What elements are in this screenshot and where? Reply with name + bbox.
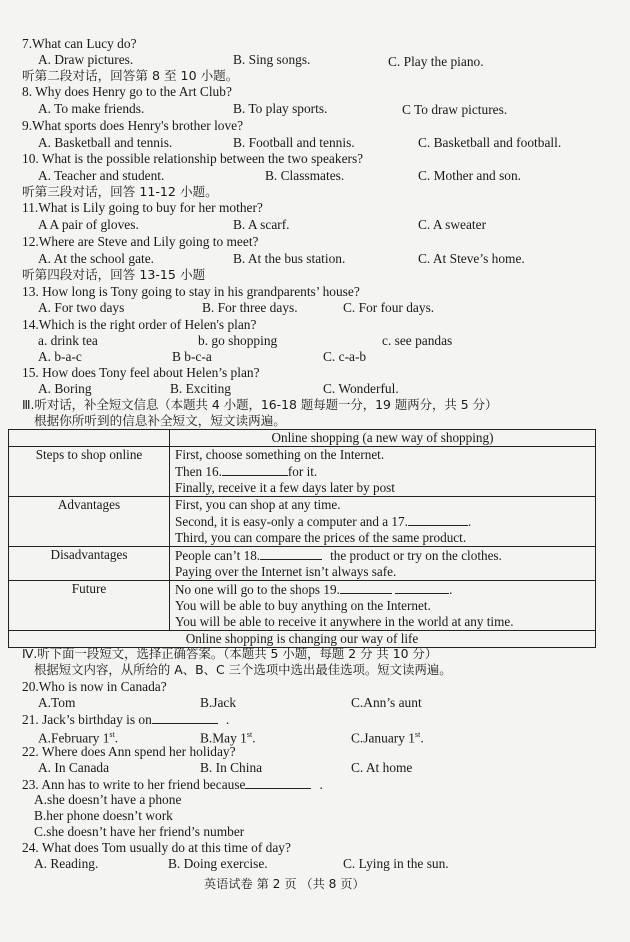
- q21-a-text: A.February 1: [38, 730, 110, 746]
- section-3-instruction: 听第三段对话，回答 11-12 小题。: [22, 184, 218, 199]
- question-12: 12.Where are Steve and Lily going to meet?: [22, 234, 259, 249]
- table-row: [9, 497, 596, 547]
- q12-option-c: C. At Steve’s home.: [418, 251, 525, 266]
- online-shopping-table: [8, 429, 596, 648]
- q23-option-c: C.she doesn’t have her friend’s number: [34, 824, 245, 839]
- q23-blank[interactable]: [245, 776, 311, 789]
- q21-c-text: C.January 1: [351, 730, 415, 746]
- adv-line-3: Third, you can compare the prices of the same product.: [175, 530, 467, 545]
- q23-option-a: A.she doesn’t have a phone: [34, 792, 182, 807]
- q23-text: 23. Ann has to write to her friend because: [22, 777, 246, 792]
- question-9: 9.What sports does Henry's brother love?: [22, 118, 244, 133]
- steps-line-3: Finally, receive it a few days later by post: [175, 480, 395, 495]
- dis-line-2: Paying over the Internet isn’t always safe.: [175, 564, 397, 579]
- row-content-steps: [170, 447, 596, 497]
- q20-option-c: C.Ann’s aunt: [351, 695, 422, 710]
- blank-19a[interactable]: [340, 581, 392, 594]
- dis-line-1-end: the product or try on the clothes.: [330, 548, 502, 563]
- fut-line-1-end: .: [449, 582, 453, 597]
- question-20: 20.Who is now in Canada?: [22, 679, 167, 694]
- row-label-future: Future: [9, 581, 170, 631]
- question-10: 10. What is the possible relationship between the two speakers?: [22, 151, 364, 166]
- q14-item-c: c. see pandas: [382, 333, 453, 348]
- table-row: [9, 447, 596, 497]
- question-8: 8. Why does Henry go to the Art Club?: [22, 84, 232, 99]
- fut-line-1: [175, 581, 590, 598]
- table-footer: Online shopping is changing our way of life: [9, 631, 596, 648]
- q15-option-a: A. Boring: [38, 381, 92, 396]
- table-row: [9, 581, 596, 631]
- steps-line-1: First, choose something on the Internet.: [175, 447, 385, 462]
- q23-option-b: B.her phone doesn’t work: [34, 808, 173, 823]
- q21-text: 21. Jack’s birthday is on: [22, 712, 152, 727]
- q9-option-a: A. Basketball and tennis.: [38, 135, 173, 150]
- q10-option-c: C. Mother and son.: [418, 168, 522, 183]
- q15-option-b: B. Exciting: [170, 381, 231, 396]
- blank-18-label: People can’t 18.: [175, 548, 261, 563]
- question-14: 14.Which is the right order of Helen's plan?: [22, 317, 257, 332]
- q13-option-c: C. For four days.: [343, 300, 435, 315]
- part-4-instruction: 根据短文内容，从所给的 A、B、C 三个选项中选出最佳选项。短文读两遍。: [34, 662, 452, 677]
- row-label-advantages: Advantages: [9, 497, 170, 547]
- q9-option-c: C. Basketball and football.: [418, 135, 562, 150]
- adv-line-1: First, you can shop at any time.: [175, 497, 341, 512]
- q11-option-b: B. A scarf.: [233, 217, 290, 232]
- q9-option-b: B. Football and tennis.: [233, 135, 355, 150]
- q21-end: .: [225, 712, 230, 727]
- q22-option-b: B. In China: [200, 760, 263, 775]
- row-content-future: [170, 581, 596, 631]
- section-4-instruction: 听第四段对话，回答 13-15 小题: [22, 267, 206, 282]
- q24-option-a: A. Reading.: [34, 856, 99, 871]
- q21-b-sup: st: [246, 730, 253, 739]
- q8-option-a: A. To make friends.: [38, 101, 145, 116]
- q14-item-a: a. drink tea: [38, 333, 98, 348]
- steps-line-2: [175, 463, 590, 480]
- question-22: 22. Where does Ann spend her holiday?: [22, 744, 236, 759]
- row-content-advantages: [170, 497, 596, 547]
- q21-b-dot: .: [252, 730, 256, 746]
- row-content-disadvantages: [170, 547, 596, 581]
- table-header: Online shopping (a new way of shopping): [170, 430, 596, 447]
- q23-end: .: [319, 777, 323, 792]
- table-row: [9, 547, 596, 581]
- q24-option-c: C. Lying in the sun.: [343, 856, 449, 871]
- q11-option-c: C. A sweater: [418, 217, 487, 232]
- q8-option-c: C To draw pictures.: [402, 102, 508, 117]
- blank-19-label: No one will go to the shops 19.: [175, 582, 340, 597]
- q21-blank[interactable]: [152, 711, 218, 724]
- blank-16[interactable]: [222, 463, 288, 476]
- dis-line-1: [175, 547, 590, 564]
- q20-option-a: A.Tom: [38, 695, 76, 710]
- steps-line-2-end: for it.: [287, 464, 318, 479]
- adv-line-2-end: .: [467, 514, 472, 529]
- part-4-title: Ⅳ.听下面一段短文，选择正确答案。（本题共 5 小题，每题 2 分 共 10 分）: [22, 646, 438, 661]
- adv-line-2: [175, 513, 590, 530]
- question-13: 13. How long is Tony going to stay in his grandparents’ house?: [22, 284, 360, 299]
- question-21: [22, 711, 229, 728]
- q7-option-c: C. Play the piano.: [388, 54, 484, 69]
- page-footer: 英语试卷 第 2 页 （共 8 页）: [204, 877, 365, 891]
- q14-option-c: C. c-a-b: [323, 349, 367, 364]
- question-11: 11.What is Lily going to buy for her mother?: [22, 200, 263, 215]
- table-corner: [9, 430, 170, 447]
- q20-option-b: B.Jack: [200, 695, 237, 710]
- q22-option-a: A. In Canada: [38, 760, 110, 775]
- q13-option-b: B. For three days.: [202, 300, 298, 315]
- q10-option-a: A. Teacher and student.: [38, 168, 165, 183]
- q21-option-c: [351, 727, 424, 746]
- section-2-instruction: 听第二段对话，回答第 8 至 10 小题。: [22, 68, 239, 83]
- fut-line-2: You will be able to buy anything on the Internet.: [175, 598, 431, 613]
- q12-option-b: B. At the bus station.: [233, 251, 346, 266]
- blank-19b[interactable]: [395, 581, 449, 594]
- q7-option-b: B. Sing songs.: [233, 52, 311, 67]
- q8-option-b: B. To play sports.: [233, 101, 328, 116]
- blank-17-label: Second, it is easy-only a computer and a 17.: [175, 514, 408, 529]
- blank-16-label: Then 16.: [175, 464, 222, 479]
- blank-18[interactable]: [260, 547, 322, 560]
- q21-a-dot: .: [114, 730, 119, 746]
- q12-option-a: A. At the school gate.: [38, 251, 155, 266]
- fut-line-3: You will be able to receive it anywhere in the world at any time.: [175, 614, 514, 629]
- q21-c-sup: st: [414, 730, 421, 739]
- q7-option-a: A. Draw pictures.: [38, 52, 134, 67]
- q10-option-b: B. Classmates.: [265, 168, 345, 183]
- row-label-disadvantages: Disadvantages: [9, 547, 170, 581]
- q14-option-a: A. b-a-c: [38, 349, 82, 364]
- q11-option-a: A A pair of gloves.: [38, 217, 139, 232]
- q13-option-a: A. For two days: [38, 300, 125, 315]
- q21-a-sup: st: [109, 730, 115, 739]
- q21-b-text: B.May 1: [200, 730, 247, 746]
- part-3-instruction: 根据你所听到的信息补全短文，短文读两遍。: [34, 413, 286, 428]
- q14-item-b: b. go shopping: [198, 333, 278, 348]
- part-3-title: Ⅲ.听对话，补全短文信息（本题共 4 小题，16-18 题每题一分，19 题两分，共 5 分）: [22, 397, 498, 412]
- q15-option-c: C. Wonderful.: [323, 381, 399, 396]
- question-7: 7.What can Lucy do?: [22, 36, 137, 51]
- question-15: 15. How does Tony feel about Helen’s plan?: [22, 365, 260, 380]
- q21-c-dot: .: [420, 730, 424, 746]
- q24-option-b: B. Doing exercise.: [168, 856, 268, 871]
- q22-option-c: C. At home: [351, 760, 413, 775]
- blank-17[interactable]: [408, 513, 468, 526]
- question-23: [22, 776, 323, 793]
- row-label-steps: Steps to shop online: [9, 447, 170, 497]
- question-24: 24. What does Tom usually do at this time of day?: [22, 840, 291, 855]
- q14-option-b: B b-c-a: [172, 349, 212, 364]
